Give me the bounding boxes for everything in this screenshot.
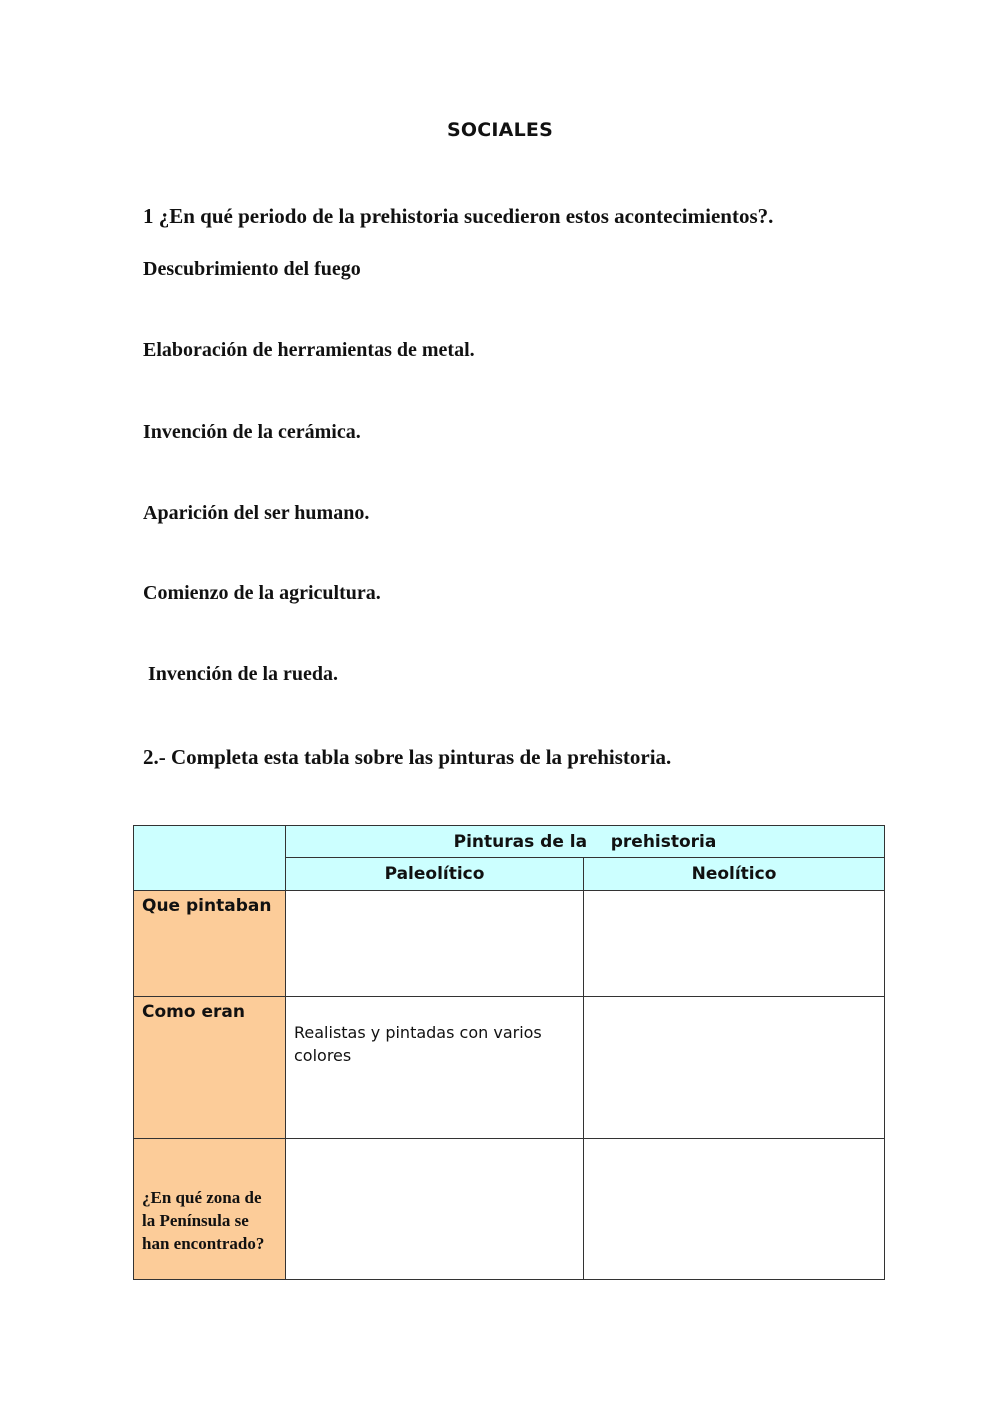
event-item: Invención de la rueda.: [143, 663, 339, 685]
table-row: [134, 997, 885, 1139]
table-corner-cell: [134, 826, 286, 891]
page-title: SOCIALES: [447, 119, 553, 141]
answer-cell[interactable]: [584, 1139, 885, 1280]
question-1: 1 ¿En qué periodo de la prehistoria sucedieron estos acontecimientos?.: [143, 204, 774, 228]
event-item: Comienzo de la agricultura.: [143, 582, 381, 604]
column-header-neolitico: Neolítico: [584, 858, 885, 891]
table-row: [134, 891, 885, 997]
event-item: Elaboración de herramientas de metal.: [143, 339, 475, 361]
question-2: 2.- Completa esta tabla sobre las pinturas de la prehistoria.: [143, 745, 672, 769]
answer-cell[interactable]: [584, 891, 885, 997]
row-label: Que pintaban: [134, 891, 286, 997]
answer-cell[interactable]: [584, 997, 885, 1139]
answer-cell[interactable]: [286, 1139, 584, 1280]
event-item: Invención de la cerámica.: [143, 421, 361, 443]
row-label: Como eran: [134, 997, 286, 1139]
table-group-header: Pinturas de la prehistoria: [286, 826, 885, 858]
column-header-paleolitico: Paleolítico: [286, 858, 584, 891]
row-label: ¿En qué zona de la Península se han encontrado?: [134, 1139, 286, 1280]
paintings-table: [133, 825, 885, 1280]
event-item: Descubrimiento del fuego: [143, 258, 361, 280]
answer-cell[interactable]: Realistas y pintadas con varios colores: [286, 997, 584, 1139]
table-row: [134, 1139, 885, 1280]
event-item: Aparición del ser humano.: [143, 502, 370, 524]
answer-cell[interactable]: [286, 891, 584, 997]
